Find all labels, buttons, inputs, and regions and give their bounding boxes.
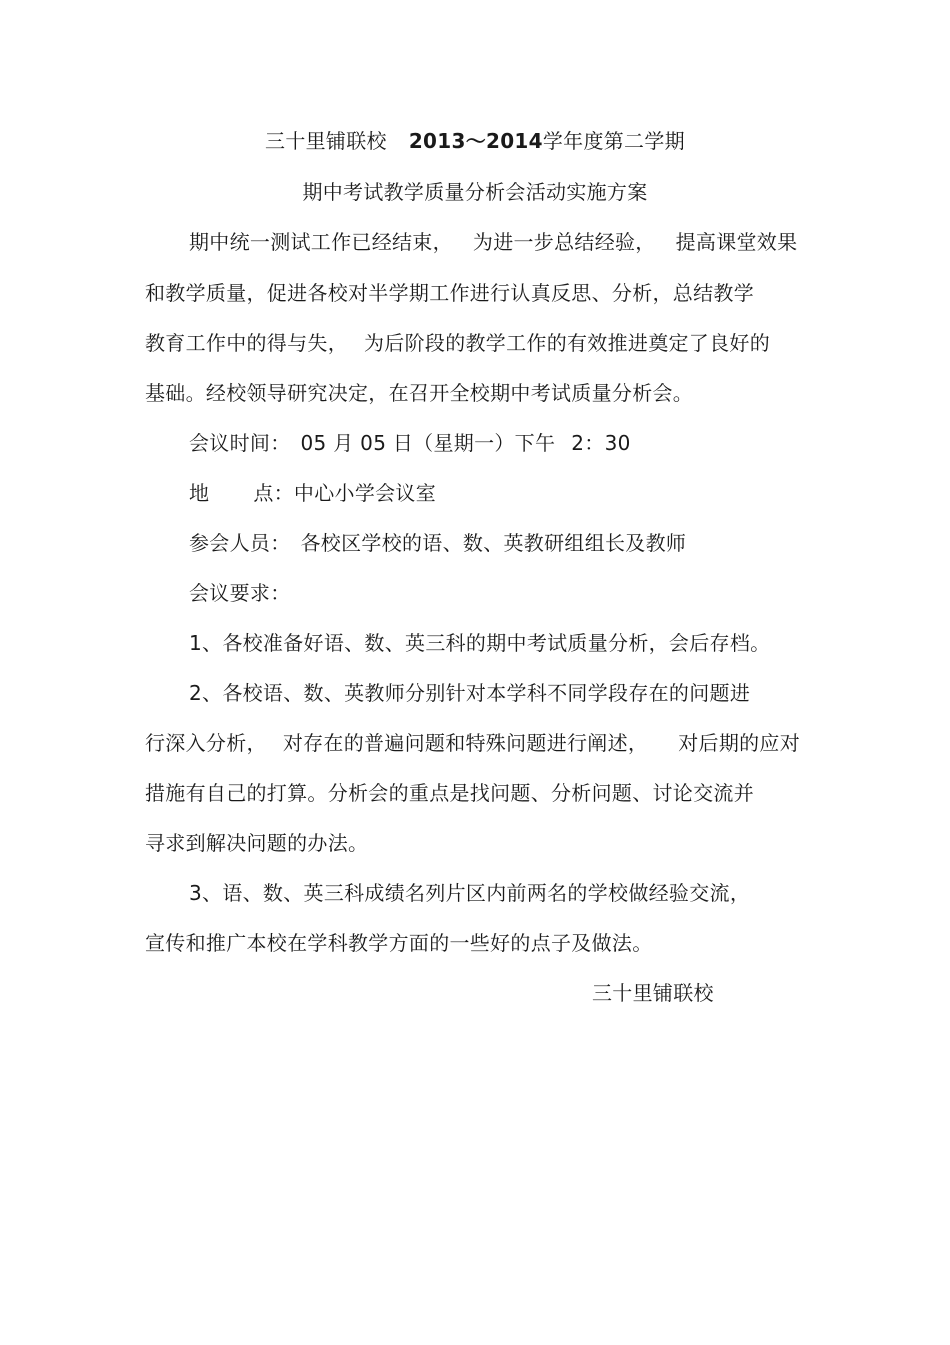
meeting-place — [189, 480, 436, 506]
meeting-requirements-label: 会议要求： — [189, 581, 291, 605]
requirement-2-line-2: 行深入分析， 对存在的普遍问题和特殊问题进行阐述， 对后期的应对 — [145, 731, 801, 755]
intro-line-2: 和教学质量，促进各校对半学期工作进行认真反思、分析，总结教学 — [145, 281, 754, 305]
intro-line-4: 基础。经校领导研究决定，在召开全校期中考试质量分析会。 — [145, 381, 694, 405]
title-org: 三十里铺联校 — [265, 129, 387, 153]
intro-line-3: 教育工作中的得与失， 为后阶段的教学工作的有效推进奠定了良好的 — [145, 331, 770, 355]
requirement-2-line-1: 2、各校语、数、英教师分别针对本学科不同学段存在的问题进 — [189, 681, 751, 705]
title-years: 2013～2014 — [408, 129, 543, 153]
requirement-3-line-2: 宣传和推广本校在学科教学方面的一些好的点子及做法。 — [145, 931, 653, 955]
signature-org: 三十里铺联校 — [592, 981, 714, 1005]
title-term: 学年度第二学期 — [542, 129, 685, 153]
meeting-time-clock: 2：30 — [571, 431, 631, 455]
requirement-1: 1、各校准备好语、数、英三科的期中考试质量分析，会后存档。 — [189, 631, 771, 655]
meeting-attendees-value: 各校区学校的语、数、英教研组组长及教师 — [300, 531, 687, 555]
document-title-line2: 期中考试教学质量分析会活动实施方案 — [302, 180, 648, 204]
meeting-time-label: 会议时间： — [189, 431, 291, 455]
document-title-line1 — [0, 128, 950, 154]
requirement-2-line-3: 措施有自己的打算。分析会的重点是找问题、分析问题、讨论交流并 — [145, 781, 754, 805]
meeting-place-value: 中心小学会议室 — [293, 481, 437, 505]
intro-line-1: 期中统一测试工作已经结束， 为进一步总结经验， 提高课堂效果 — [189, 230, 798, 254]
meeting-place-label-a: 地 — [189, 481, 210, 505]
meeting-attendees — [189, 530, 686, 556]
requirement-2-line-4: 寻求到解决问题的办法。 — [145, 831, 369, 855]
meeting-time-value: 05 月 05 日（星期一）下午 — [300, 431, 556, 455]
meeting-place-label-b: 点： — [253, 481, 294, 505]
requirement-3-line-1: 3、语、数、英三科成绩名列片区内前两名的学校做经验交流， — [189, 881, 751, 905]
meeting-attendees-label: 参会人员： — [189, 531, 291, 555]
meeting-time — [189, 430, 631, 456]
